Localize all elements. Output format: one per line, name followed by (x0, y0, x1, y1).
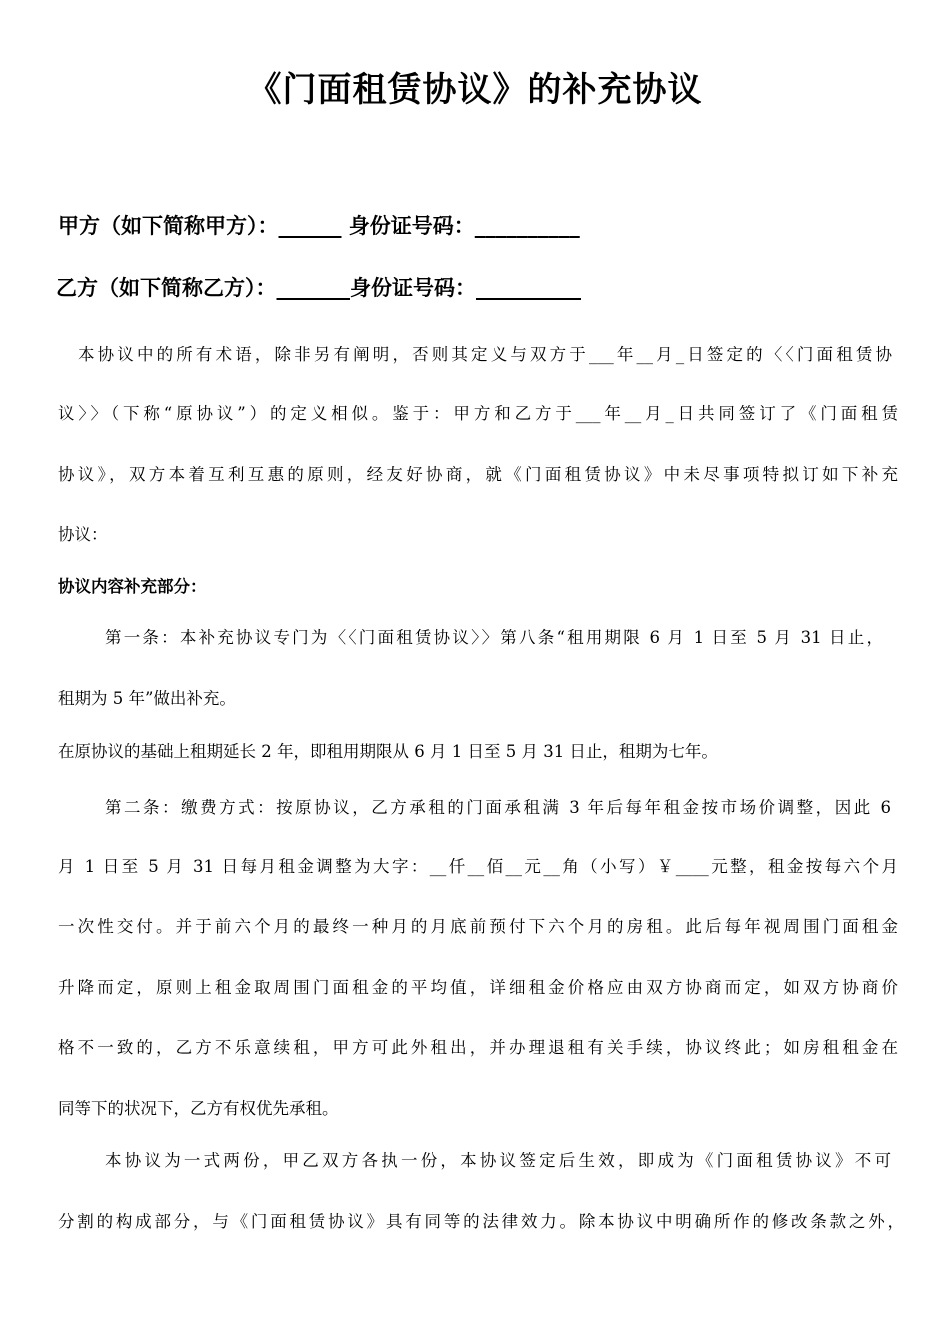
article1-line-1: 第一条：本补充协议专门为〈〈门面租赁协议〉〉第八条“租用期限 6 月 1 日至 5 月 31 日止， (105, 628, 883, 647)
article2-line-5: 格不一致的，乙方不乐意续租，甲方可此外租出，并办理退租有关手续，协议终此；如房租租金在 (58, 1038, 898, 1057)
extension-line: 在原协议的基础上租期延长 2 年，即租用期限从 6 月 1 日至 5 月 31 日止，租期为七年。 (58, 742, 718, 761)
closing-line-1: 本协议为一式两份，甲乙双方各执一份，本协议签定后生效，即成为《门面租赁协议》不可 (105, 1151, 891, 1170)
party-b-line: 乙方（如下简称乙方）：_______身份证号码：__________ (56, 276, 581, 300)
intro-line-2: 议〉〉（下称“原协议”）的定义相似。鉴于：甲方和乙方于___年__月_日共同签订了《门面租赁 (58, 404, 898, 423)
section-heading: 协议内容补充部分： (58, 577, 207, 596)
intro-line-3: 协议》，双方本着互利互惠的原则，经友好协商，就《门面租赁协议》中未尽事项特拟订如下补充 (58, 465, 898, 484)
article2-line-3: 一次性交付。并于前六个月的最终一种月的月底前预付下六个月的房租。此后每年视周围门面租金 (58, 917, 898, 936)
article2-line-1: 第二条：缴费方式：按原协议，乙方承租的门面承租满 3 年后每年租金按市场价调整，因此 6 (105, 798, 891, 817)
article2-line-6: 同等下的状况下，乙方有权优先承租。 (58, 1099, 339, 1118)
article2-line-2: 月 1 日至 5 月 31 日每月租金调整为大字：__仟__佰__元__角（小写）￥____元整，租金按每六个月 (58, 857, 898, 876)
intro-line-4: 协议： (58, 525, 108, 544)
closing-line-2: 分割的构成部分，与《门面租赁协议》具有同等的法律效力。除本协议中明确所作的修改条款之外， (58, 1212, 904, 1231)
intro-line-1: 本协议中的所有术语，除非另有阐明，否则其定义与双方于___年__月_日签定的〈〈门面租赁协 (78, 345, 892, 364)
article2-line-4: 升降而定，原则上租金取周围门面租金的平均值，详细租金价格应由双方协商而定，如双方协商价 (58, 978, 898, 997)
party-a-line: 甲方（如下简称甲方）：______ 身份证号码：__________ (58, 214, 580, 238)
article1-line-2: 租期为 5 年”做出补充。 (58, 689, 236, 708)
document-title: 《门面租赁协议》的补充协议 (247, 70, 703, 110)
